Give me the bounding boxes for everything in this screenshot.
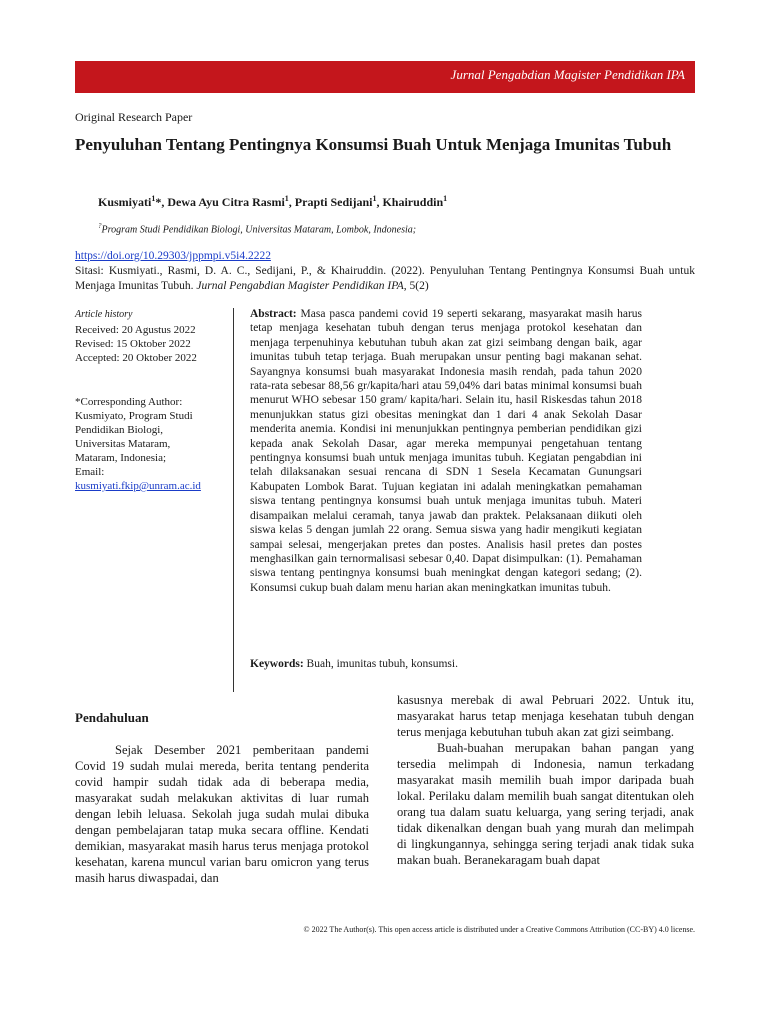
license-footer: © 2022 The Author(s). This open access article is distributed under a Creative Commons Attribution (CC-BY) 4.0 license. <box>303 925 695 934</box>
article-history-heading: Article history <box>75 309 133 320</box>
journal-banner-title: Jurnal Pengabdian Magister Pendidikan IPA <box>450 67 685 82</box>
corresponding-author <box>75 395 225 493</box>
accepted-date: Accepted: 20 Oktober 2022 <box>75 352 197 364</box>
section-heading: Pendahuluan <box>75 710 149 725</box>
author-affil-sup: 1 <box>151 194 156 203</box>
doi-link[interactable]: https://doi.org/10.29303/jppmpi.v5i4.2222 <box>75 250 271 262</box>
author-separator: *, <box>155 195 168 209</box>
author-name: Dewa Ayu Citra Rasmi <box>167 195 285 209</box>
author-name: Khairuddin <box>382 195 444 209</box>
revised-date: Revised: 15 Oktober 2022 <box>75 338 191 350</box>
corresponding-line: *Corresponding Author: <box>75 396 183 408</box>
author-list <box>98 194 447 210</box>
abstract <box>250 307 642 595</box>
citation-journal: Jurnal Pengabdian Magister Pendidikan IPA <box>196 280 404 292</box>
affiliation-text: Program Studi Pendidikan Biologi, Universitas Mataram, Lombok, Indonesia; <box>101 224 417 236</box>
abstract-label: Abstract: <box>250 308 297 320</box>
author-separator: , <box>376 195 383 209</box>
abstract-text: Masa pasca pandemi covid 19 seperti sekarang, masyarakat masih harus tetap menjaga kesehatan tubuh dengan terus menjaga protokol kesehatan dan menjaga terpenuhinya kebutuhan tubuh akan zat gizi seimbang dengan baik, agar imunitas tubuh tetap terjaga. Buah merupakan unsur penting bagi makanan sehat. Sayangnya konsumsi buah masyarakat Indonesia masih rendah, pada tahun 2020 rata-rata sebesar 88,56 gr/kapita/hari atau 59,04% dari batas minimal konsumsi buah menurut WHO sebesar 150 gram/ kapita/hari. Selain itu, hasil Riskesdas tahun 2018 menunjukkan status gizi obesitas meningkat dan 1 dari 4 anak Sekolah Dasar menderita anemia. Kondisi ini menunjukkan pentingnya pemberian pendidikan gizi kepada anak Sekolah Dasar, agar mereka mempunyai pengetahuan tentang pentingnya konsumsi buah untuk menjaga imunitas tubuh. Kegiatan pengabdian ini telah dilaksanakan sesuai rencana di SDN 1 Sesela Kecamatan Gunungsari Kabupaten Lombok Barat. Tujuan kegiatan ini adalah meningkatkan pemahaman siswa tentang pentingnya konsumsi buah untuk menjaga imunitas tubuh. Materi disampaikan melalui ceramah, tanya jawab dan praktek. Pelaksanaan diikuti oleh siswa kelas 5 dengan jumlah 22 orang. Semua siswa yang hadir mengikuti kegiatan sampai selesai, mengerjakan pretes dan postes. Analisis hasil pretes dan postes menghasilkan gain ternormalisasi sebesar 0,40. Dapat disimpulkan: (1). Pemahaman siswa tentang pentingnya konsumsi buah meningkat dengan kategori sedang; (2). Konsumsi cukup buah dalam menu harian akan meningkatkan imunitas tubuh. <box>250 308 643 594</box>
keywords-label: Keywords: <box>250 658 304 670</box>
body-right-column <box>397 692 694 868</box>
journal-banner <box>75 61 695 93</box>
body-paragraph: Sejak Desember 2021 pemberitaan pandemi Covid 19 sudah mulai mereda, berita tentang penderita covid hampir sudah tidak ada di beberapa media, masyarakat sudah melakukan aktivitas di luar rumah dengan lebih leluasa. Sekolah juga sudah mulai dibuka dengan pembelajaran tatap muka secara offline. Kendati demikian, masyarakat masih harus terus menjaga protokol kesehatan, karena muncul varian baru omicron yang terus masih harus diwaspadai, dan <box>75 743 369 885</box>
author-affil-sup: 1 <box>443 194 448 203</box>
keywords-text: Buah, imunitas tubuh, konsumsi. <box>306 658 458 670</box>
author-affil-sup: 1 <box>284 194 289 203</box>
author-affil-sup: 1 <box>372 194 377 203</box>
paper-type: Original Research Paper <box>75 110 193 124</box>
body-left-column <box>75 742 369 886</box>
sidebar-divider <box>233 308 234 692</box>
received-date: Received: 20 Agustus 2022 <box>75 324 196 336</box>
corresponding-line: Pendidikan Biologi, <box>75 424 163 436</box>
email-link[interactable]: kusmiyati.fkip@unram.ac.id <box>75 480 201 492</box>
corresponding-line: Universitas Mataram, <box>75 438 171 450</box>
affiliation <box>98 222 416 235</box>
corresponding-line: Email: <box>75 466 105 478</box>
citation <box>75 264 695 294</box>
corresponding-line: Kusmiyato, Program Studi <box>75 410 193 422</box>
body-paragraph: Buah-buahan merupakan bahan pangan yang tersedia melimpah di Indonesia, namun terkadang masyarakat masih memilih buah impor daripada buah lokal. Perilaku dalam memilih buah sangat ditentukan oleh orang tua dalam suatu keluarga, yang sering terjadi, anak tidak dikenalkan dengan buah yang murah dan melimpah di lingkungannya, sehingga sering terjadi anak tidak suka makan buah. Beranekaragam buah dapat <box>397 741 694 867</box>
keywords <box>250 658 642 670</box>
author-separator: , <box>288 195 295 209</box>
citation-prefix: Sitasi: Kusmiyati., Rasmi, D. A. C., Sedijani, P., & Khairuddin. (2022). Penyuluhan Tentang Pentingnya Konsumsi Buah untuk Menjaga Imunitas Tubuh. <box>75 265 695 292</box>
citation-suffix: , 5(2) <box>403 280 429 292</box>
article-sidebar <box>75 308 225 493</box>
body-paragraph: kasusnya merebak di awal Pebruari 2022. Untuk itu, masyarakat harus tetap menjaga kesehatan tubuh dengan terus menjaga kebutuhan tubuh akan zat gizi seimbang. <box>397 693 694 739</box>
affiliation-sup: ? <box>98 222 102 230</box>
author-name: Prapti Sedijani <box>294 195 373 209</box>
paper-title: Penyuluhan Tentang Pentingnya Konsumsi Buah Untuk Menjaga Imunitas Tubuh <box>75 135 672 154</box>
corresponding-line: Mataram, Indonesia; <box>75 452 167 464</box>
author-name: Kusmiyati <box>98 195 152 209</box>
